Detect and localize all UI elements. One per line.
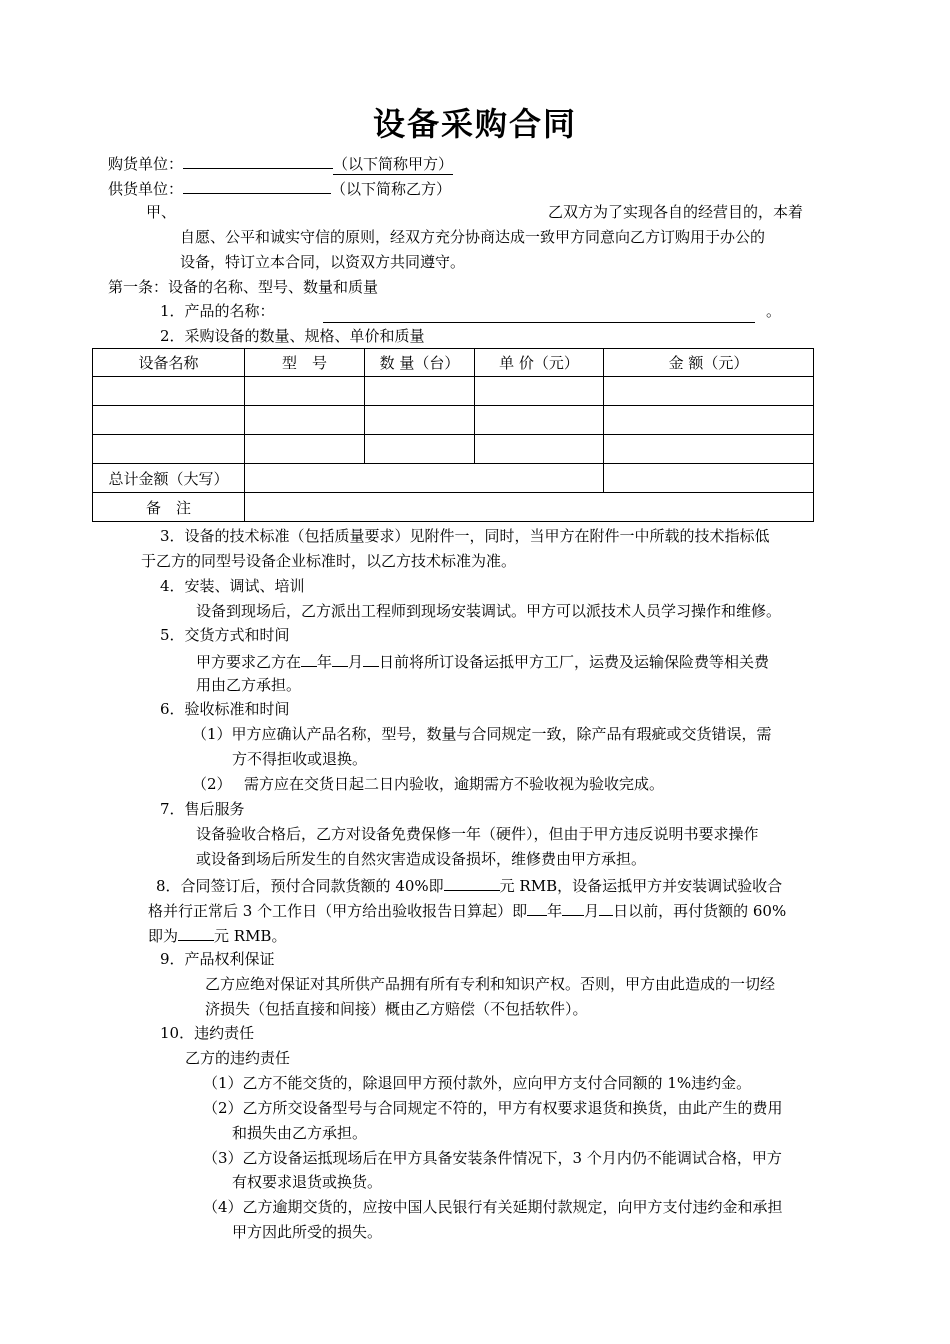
item-4-heading: 4．安装、调试、培训 bbox=[160, 577, 305, 595]
item-8-line-3: 即为 元 RMB。 bbox=[148, 924, 286, 946]
item-6-sub-2-num: （2） bbox=[192, 775, 232, 793]
item-9-line-2: 济损失（包括直接和间接）概由乙方赔偿（不包括软件）。 bbox=[205, 1000, 588, 1018]
header-quantity: 数 量（台） bbox=[365, 349, 475, 377]
delivery-year-blank[interactable] bbox=[301, 650, 317, 667]
item-5-line-2: 用由乙方承担。 bbox=[196, 676, 302, 694]
item-9-heading: 9．产品权利保证 bbox=[160, 950, 275, 968]
item-6-heading: 6．验收标准和时间 bbox=[160, 700, 290, 718]
item-3-line-2: 于乙方的同型号设备企业标准时，以乙方技术标准为准。 bbox=[141, 552, 517, 570]
item-8-line-2: 格并行正常后 3 个工作日（甲方给出验收报告日算起）即 年 月 日以前，再付货额的 60% bbox=[148, 899, 786, 921]
prepayment-amount-blank[interactable] bbox=[444, 874, 500, 891]
cell-unit-price[interactable] bbox=[475, 435, 604, 464]
supplier-line bbox=[108, 177, 451, 199]
document-title: 设备采购合同 bbox=[372, 105, 577, 143]
intro-jia: 甲、 bbox=[146, 203, 177, 221]
article-1-heading: 第一条：设备的名称、型号、数量和质量 bbox=[108, 278, 379, 296]
item-3-line-1: 3．设备的技术标准（包括质量要求）见附件一，同时，当甲方在附件一中所载的技术指标低 bbox=[160, 527, 770, 545]
table-row bbox=[93, 435, 814, 464]
delivery-month-blank[interactable] bbox=[332, 650, 348, 667]
cell-model[interactable] bbox=[245, 435, 365, 464]
cell-quantity[interactable] bbox=[365, 406, 475, 435]
buyer-name-blank[interactable] bbox=[183, 152, 333, 169]
cell-amount[interactable] bbox=[604, 406, 814, 435]
item-6-sub-1-line-1: （1）甲方应确认产品名称，型号，数量与合同规定一致，除产品有瑕疵或交货错误，需 bbox=[192, 725, 772, 743]
cell-amount[interactable] bbox=[604, 435, 814, 464]
item-7-heading: 7．售后服务 bbox=[160, 800, 245, 818]
item-5-line-1: 甲方要求乙方在 年 月 日前将所订设备运抵甲方工厂，运费及运输保险费等相关费 bbox=[196, 650, 769, 672]
remark-row bbox=[93, 493, 814, 522]
cell-unit-price[interactable] bbox=[475, 406, 604, 435]
cell-model[interactable] bbox=[245, 377, 365, 406]
remark-label: 备 注 bbox=[93, 493, 245, 522]
item-10-sub-1: （1）乙方不能交货的，除退回甲方预付款外，应向甲方支付合同额的 1%违约金。 bbox=[203, 1074, 752, 1092]
item-4-body: 设备到现场后，乙方派出工程师到现场安装调试。甲方可以派技术人员学习操作和维修。 bbox=[196, 602, 782, 620]
cell-device-name[interactable] bbox=[93, 377, 245, 406]
cell-amount[interactable] bbox=[604, 377, 814, 406]
payment-year-blank[interactable] bbox=[527, 899, 547, 916]
item-10-sub-2-line-1: （2）乙方所交设备型号与合同规定不符的，甲方有权要求退货和换货，由此产生的费用 bbox=[203, 1099, 783, 1117]
remark-cell[interactable] bbox=[245, 493, 814, 522]
item-10-sub-2-line-2: 和损失由乙方承担。 bbox=[232, 1124, 368, 1142]
intro-line-3: 设备，特订立本合同，以资双方共同遵守。 bbox=[180, 253, 466, 271]
cell-quantity[interactable] bbox=[365, 435, 475, 464]
item-10-sub-3-line-1: （3）乙方设备运抵现场后在甲方具备安装条件情况下，3 个月内仍不能调试合格，甲方 bbox=[203, 1149, 782, 1167]
total-uppercase-cell[interactable] bbox=[245, 464, 604, 493]
table-row bbox=[93, 406, 814, 435]
supplier-name-blank[interactable] bbox=[183, 177, 331, 194]
item-1-label: 1．产品的名称： bbox=[160, 302, 275, 320]
delivery-day-blank[interactable] bbox=[363, 650, 379, 667]
item-6-sub-1-line-2: 方不得拒收或退换。 bbox=[232, 750, 368, 768]
total-row bbox=[93, 464, 814, 493]
final-amount-blank[interactable] bbox=[178, 924, 214, 941]
header-model: 型 号 bbox=[245, 349, 365, 377]
item-7-line-1: 设备验收合格后，乙方对设备免费保修一年（硬件），但由于甲方违反说明书要求操作 bbox=[196, 825, 759, 843]
item-6-sub-2-text: 需方应在交货日起二日内验收，逾期需方不验收视为验收完成。 bbox=[244, 775, 665, 793]
product-name-blank[interactable] bbox=[323, 322, 755, 323]
buyer-suffix: （以下简称甲方） bbox=[333, 155, 454, 173]
total-amount-cell[interactable] bbox=[604, 464, 814, 493]
item-9-line-1: 乙方应绝对保证对其所供产品拥有所有专利和知识产权。否则，甲方由此造成的一切经 bbox=[205, 975, 776, 993]
item-8-line-1: 8．合同签订后，预付合同款货额的 40%即 元 RMB，设备运抵甲方并安装调试验收合 bbox=[156, 874, 782, 896]
item-10-heading: 10．违约责任 bbox=[160, 1024, 255, 1042]
item-2-heading: 2．采购设备的数量、规格、单价和质量 bbox=[160, 327, 425, 345]
payment-month-blank[interactable] bbox=[562, 899, 584, 916]
table-header-row bbox=[93, 349, 814, 377]
equipment-table bbox=[92, 348, 814, 522]
item-1-end: 。 bbox=[766, 302, 782, 320]
item-10-sub-3-line-2: 有权要求退货或换货。 bbox=[232, 1173, 383, 1191]
item-10-sub-4-line-2: 甲方因此所受的损失。 bbox=[232, 1223, 383, 1241]
cell-device-name[interactable] bbox=[93, 406, 245, 435]
intro-line-2: 自愿、公平和诚实守信的原则，经双方充分协商达成一致甲方同意向乙方订购用于办公的 bbox=[180, 228, 766, 246]
header-device-name: 设备名称 bbox=[93, 349, 245, 377]
cell-unit-price[interactable] bbox=[475, 377, 604, 406]
cell-quantity[interactable] bbox=[365, 377, 475, 406]
item-5-heading: 5．交货方式和时间 bbox=[160, 626, 290, 644]
item-10-sub-4-line-1: （4）乙方逾期交货的，应按中国人民银行有关延期付款规定，向甲方支付违约金和承担 bbox=[203, 1198, 783, 1216]
intro-line-1: 乙双方为了实现各自的经营目的，本着 bbox=[548, 203, 804, 221]
total-label: 总计金额（大写） bbox=[93, 464, 245, 493]
header-unit-price: 单 价（元） bbox=[475, 349, 604, 377]
buyer-label: 购货单位： bbox=[108, 155, 184, 173]
item-7-line-2: 或设备到场后所发生的自然灾害造成设备损坏，维修费由甲方承担。 bbox=[196, 850, 647, 868]
supplier-label: 供货单位： bbox=[108, 180, 184, 198]
payment-day-blank[interactable] bbox=[599, 899, 613, 916]
supplier-suffix: （以下简称乙方） bbox=[331, 180, 452, 198]
item-10-subheading: 乙方的违约责任 bbox=[185, 1049, 291, 1067]
buyer-line bbox=[108, 152, 453, 175]
cell-device-name[interactable] bbox=[93, 435, 245, 464]
header-amount: 金 额（元） bbox=[604, 349, 814, 377]
cell-model[interactable] bbox=[245, 406, 365, 435]
table-row bbox=[93, 377, 814, 406]
